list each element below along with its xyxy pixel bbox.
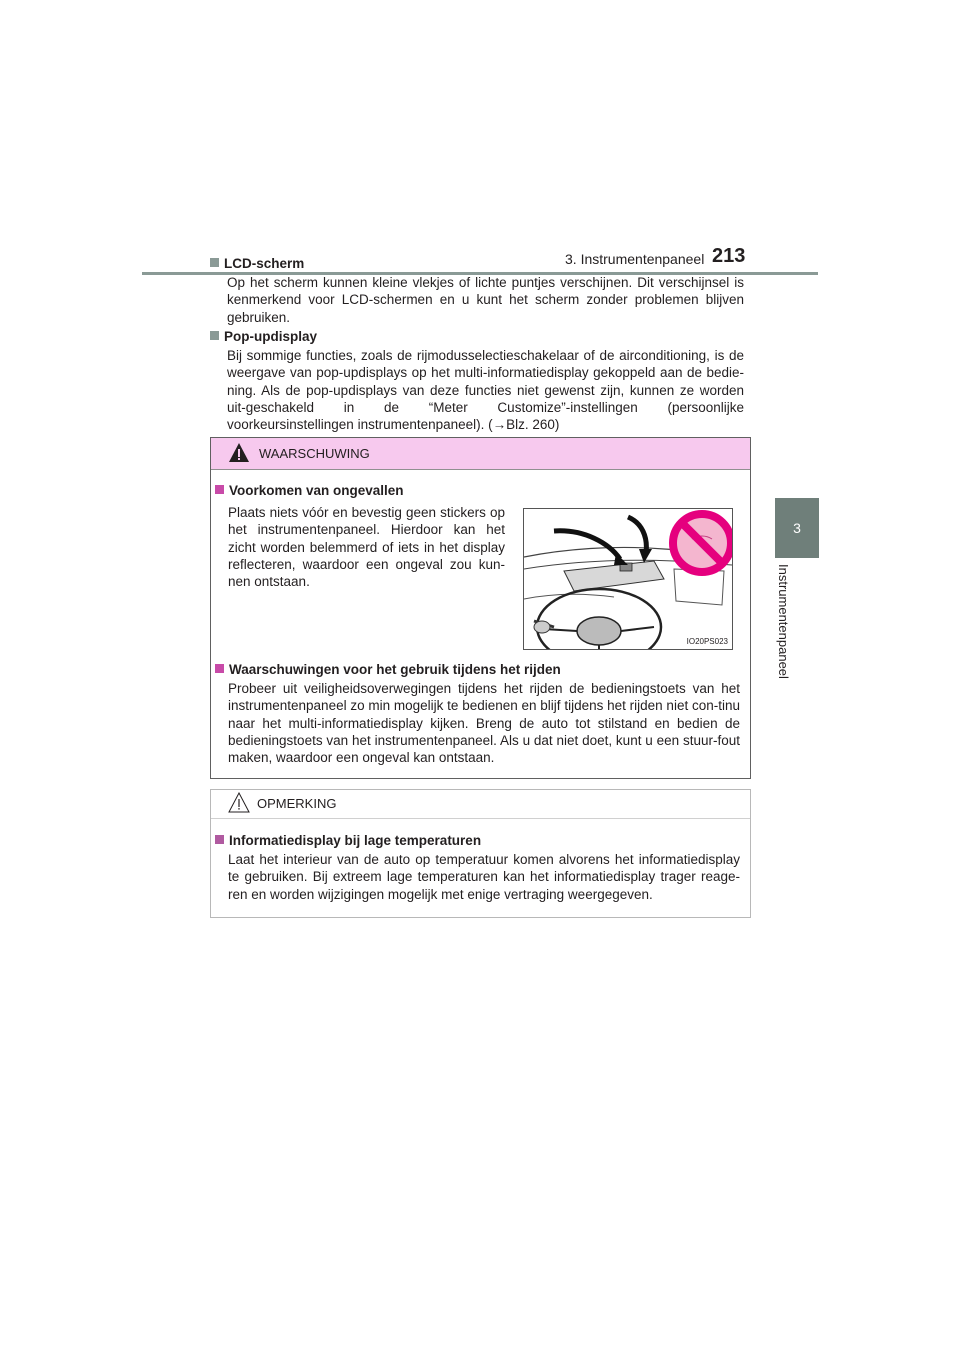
warning-header	[211, 438, 750, 470]
warning-item2-text: Probeer uit veiligheidsoverwegingen tijdens het rijden de bedieningstoets van het instrumentenpaneel zo min mogelijk te bedienen en blijf tijdens het rijden niet con-tinu naar het multi-informatiedisplay kijken. Breng de auto tot stilstand en bedien de bedieningstoets van het instrumentenpaneel. Als u dat niet doet, kunt u een stuur-fout maken, waardoor een ongeval kan ontstaan.	[228, 681, 740, 766]
note-label: OPMERKING	[257, 796, 337, 811]
warning-item1-text: Plaats niets vóór en bevestig geen stickers op het instrumentenpaneel. Hierdoor kan het zicht worden belemmerd of iets in het display reflecteren, waardoor een ongeval zou kun-nen ontstaan.	[228, 505, 505, 590]
note-header	[211, 790, 750, 819]
chapter-title: 3. Instrumentenpaneel	[565, 251, 705, 267]
square-bullet-icon	[210, 258, 219, 267]
warning-label: WAARSCHUWING	[259, 446, 370, 461]
square-bullet-icon	[210, 331, 219, 340]
square-bullet-icon	[215, 664, 224, 673]
warning-item2-title: Waarschuwingen voor het gebruik tijdens het rijden	[215, 662, 561, 677]
note-item1-text: Laat het interieur van de auto op temperatuur komen alvorens het informatiedisplay te gebruiken. Bij extreem lage temperaturen kan het informatiedisplay trager reage-ren en worden wijzigingen mogelijk met enige vertraging weergegeven.	[228, 852, 740, 902]
chapter-tab-label	[776, 564, 809, 694]
dashboard-illustration	[523, 508, 733, 650]
warning-item1-title: Voorkomen van ongevallen	[215, 483, 404, 498]
dashboard-no-stickers-image	[524, 509, 732, 649]
chapter-tab-label-text: Instrumentenpaneel	[776, 564, 791, 679]
section-lcd-title: LCD-scherm	[210, 256, 304, 271]
warning-triangle-icon	[228, 442, 250, 464]
square-bullet-icon	[215, 485, 224, 494]
section-lcd-text: Op het scherm kunnen kleine vlekjes of lichte puntjes verschijnen. Dit verschijnsel is kenmerkend voor LCD-schermen en u kunt het scherm zonder problemen blijven gebruiken.	[227, 275, 744, 325]
note-box	[210, 789, 751, 918]
page-number: 213	[712, 245, 746, 267]
note-item1-title: Informatiedisplay bij lage temperaturen	[215, 833, 481, 848]
chapter-tab-number: 3	[775, 498, 819, 558]
section-popup-title: Pop-updisplay	[210, 329, 317, 344]
caution-triangle-icon	[228, 792, 250, 814]
square-bullet-icon	[215, 835, 224, 844]
illustration-code: IO20PS023	[686, 637, 728, 646]
section-popup-text: Bij sommige functies, zoals de rijmodusselectieschakelaar of de airconditioning, is de weergave van pop-updisplays op het multi-informatiedisplay gekoppeld aan de bedie-ning. Als de pop-updisplays van deze functies niet gewenst zijn, kunnen ze worden uit-geschakeld in de “Meter Customize”-instellingen (persoonlijke voorkeursinstellingen instrumentenpaneel). (→Blz. 260)	[227, 348, 744, 433]
